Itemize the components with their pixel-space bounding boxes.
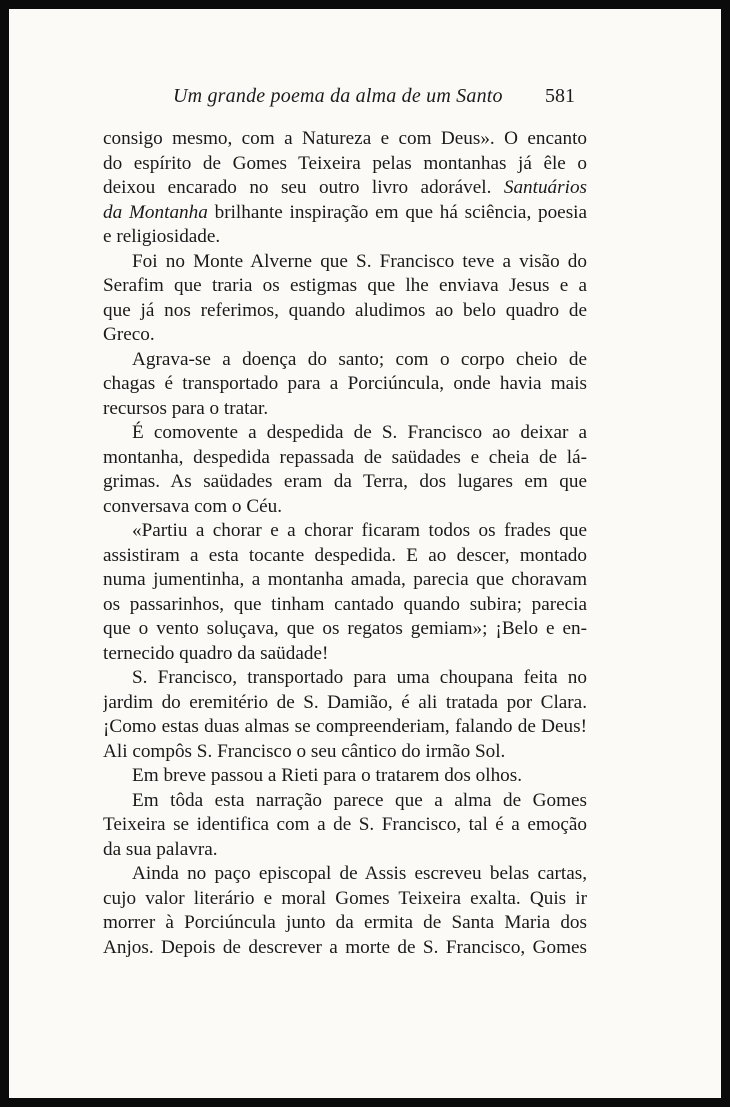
text-line: cujo valor literário e moral Gomes Teixeira exalta. Quis ir bbox=[103, 887, 587, 909]
page-number: 581 bbox=[545, 85, 575, 107]
text-line: chagas é transportado para a Porciúncula, onde havia mais bbox=[103, 373, 587, 394]
text-line: Em tôda esta narração parece que a alma de Gomes bbox=[132, 789, 587, 811]
text-line: Foi no Monte Alverne que S. Francisco teve a visão do bbox=[132, 250, 587, 272]
text-line: Em breve passou a Rieti para o tratarem dos olhos. bbox=[132, 765, 523, 786]
text-line: do espírito de Gomes Teixeira pelas montanhas já êle o bbox=[103, 152, 587, 174]
book-page bbox=[9, 9, 721, 1098]
text-line: recursos para o tratar. bbox=[103, 397, 269, 419]
text-line: grimas. As saüdades eram da Terra, dos lugares em que bbox=[103, 471, 587, 492]
text-line: Anjos. Depois de descrever a morte de S. Francisco, Gomes bbox=[103, 936, 587, 958]
text-line: e religiosidade. bbox=[103, 226, 221, 247]
text-line: da Montanha brilhante inspiração em que há sciência, poesia bbox=[103, 201, 587, 223]
running-title: Um grande poema da alma de um Santo bbox=[173, 85, 503, 107]
book-title: Santuários bbox=[503, 177, 587, 198]
text-line: conversava com o Céu. bbox=[103, 495, 283, 517]
running-header bbox=[9, 85, 721, 115]
text-line: Teixeira se identifica com a de S. Francisco, tal é a emoção bbox=[103, 814, 587, 835]
text-line: que o vento soluçava, que os regatos gemiam»; ¡Belo e en- bbox=[103, 618, 587, 639]
body-text bbox=[103, 127, 587, 960]
text-line: «Partiu a chorar e a chorar ficaram todos os frades que bbox=[132, 520, 587, 541]
text-line: jardim do eremitério de S. Damião, é ali tratada por Clara. bbox=[103, 691, 587, 713]
text-line: deixou encarado no seu outro livro adorável. Santuários bbox=[103, 177, 587, 198]
text-line: assistiram a esta tocante despedida. E ao descer, montado bbox=[103, 544, 587, 566]
text-line: os passarinhos, que tinham cantado quando subira; parecia bbox=[103, 593, 587, 615]
text-line: consigo mesmo, com a Natureza e com Deus». O encanto bbox=[103, 128, 587, 149]
text-line: da sua palavra. bbox=[103, 838, 218, 860]
book-title: da Montanha bbox=[103, 201, 208, 223]
text-line: Greco. bbox=[103, 324, 155, 345]
text-line: S. Francisco, transportado para uma choupana feita no bbox=[132, 667, 587, 688]
text-line: Serafim que traria os estigmas que lhe enviava Jesus e a bbox=[103, 275, 587, 296]
text-line: ternecido quadro da saüdade! bbox=[103, 642, 329, 664]
text-line: Ainda no paço episcopal de Assis escreveu belas cartas, bbox=[132, 863, 587, 884]
text-line: É comovente a despedida de S. Francisco ao deixar a bbox=[132, 422, 587, 443]
text-line: numa jumentinha, a montanha amada, parecia que choravam bbox=[103, 569, 587, 590]
text-line: Ali compôs S. Francisco o seu cântico do irmão Sol. bbox=[103, 740, 506, 762]
text-line: Agrava-se a doença do santo; com o corpo cheio de bbox=[132, 348, 587, 370]
text-line: montanha, despedida repassada de saüdades e cheia de lá- bbox=[103, 446, 587, 468]
text-line: que já nos referimos, quando aludimos ao belo quadro de bbox=[103, 299, 587, 321]
text-line: ¡Como estas duas almas se compreenderiam, falando de Deus! bbox=[103, 716, 587, 737]
text-line: morrer à Porciúncula junto da ermita de Santa Maria dos bbox=[103, 912, 587, 933]
